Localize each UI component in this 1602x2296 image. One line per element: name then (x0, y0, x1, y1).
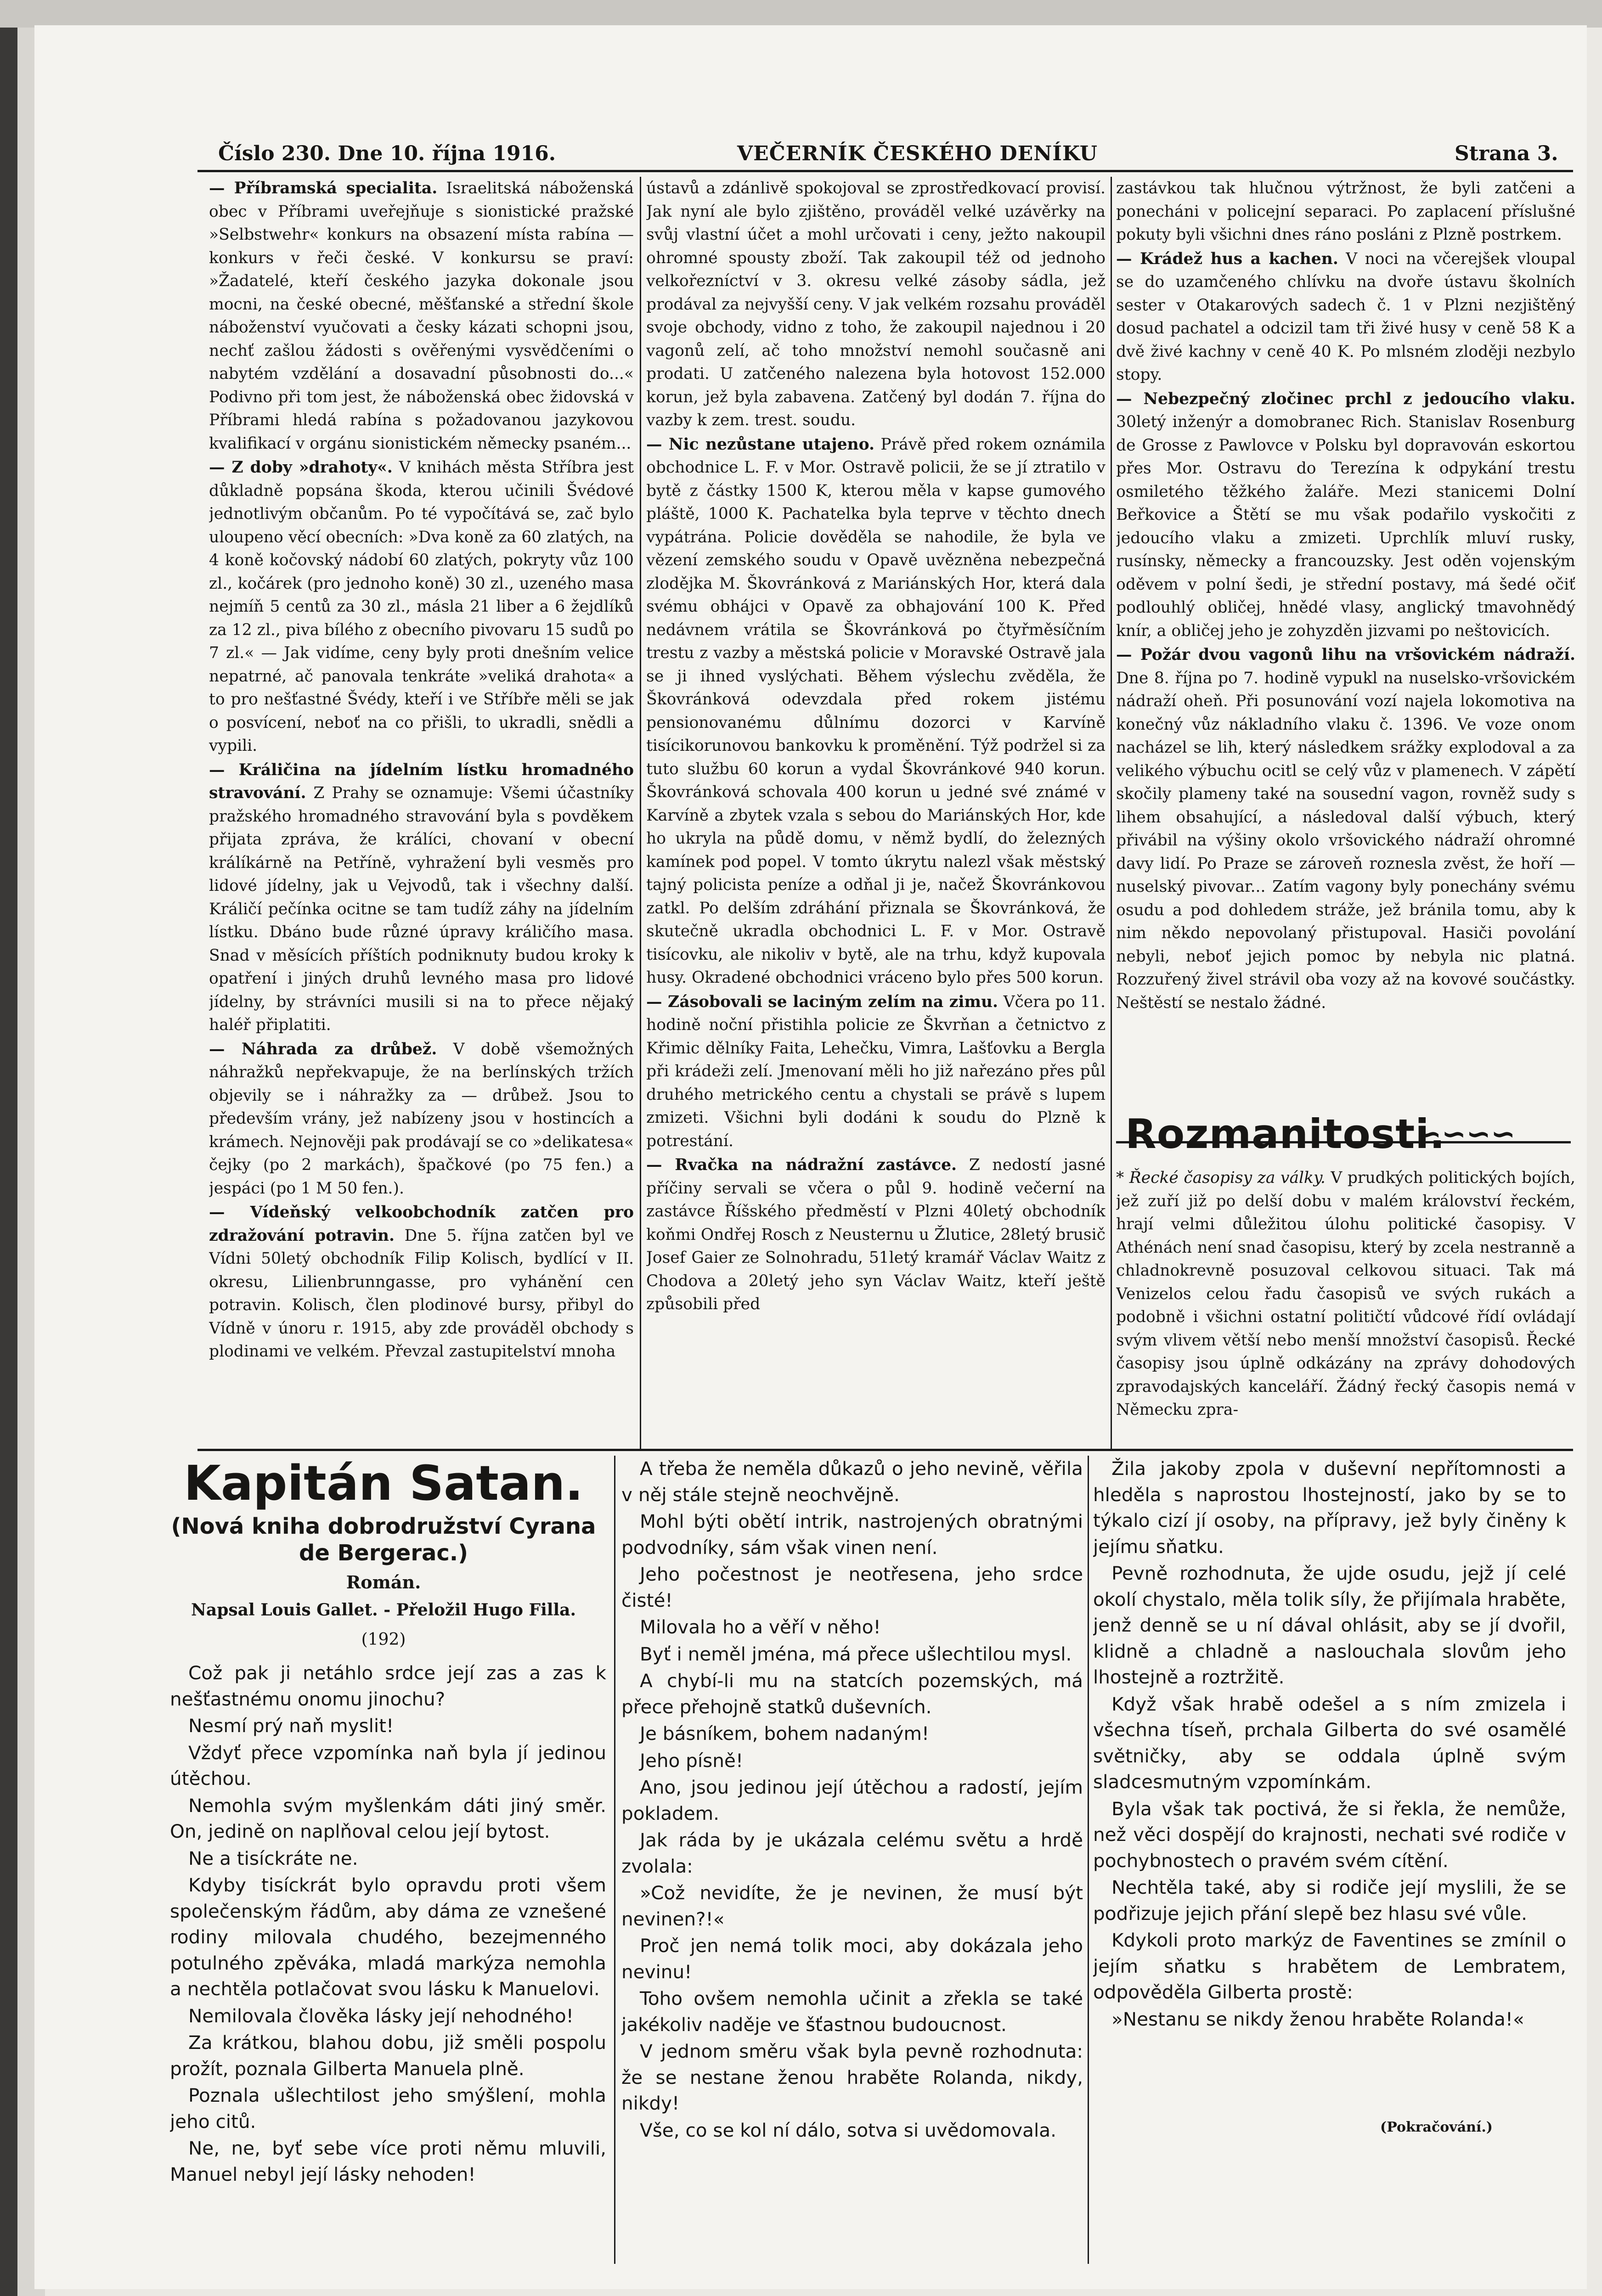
serial-paragraph: V jednom směru však byla pevně rozhodnuta: že se nestane ženou hraběte Rolanda, nikdy, nikdy! (621, 2040, 1083, 2114)
serial-subtitle: (Nová kniha dobrodružství Cyrana de Bergerac.) (171, 1514, 596, 1566)
serial-paragraph: Jeho písně! (640, 1749, 744, 1772)
serial-divider-1 (614, 1456, 615, 2264)
issue-date: Číslo 230. Dne 10. října 1916. (218, 142, 556, 165)
article-text: Včera po 11. hodině noční přistihla policie ze Škvrňan a četnictvo z Křimic dělníky Faita, Lehečku, Vimra, Lašťovku a Bergla při krádeži zelí. Jmenovaní měli ho již nařezáno přes půl druhého metrického centu a chystali se právě s lupem zmizeti. Všichni byli dodáni k soudu do Plzně k potrestání. (646, 992, 1106, 1150)
article (646, 990, 1106, 1153)
article (1116, 248, 1575, 387)
paper-title: VEČERNÍK ČESKÉHO DENÍKU (737, 142, 1098, 165)
serial-column-3 (1093, 1456, 1566, 2122)
serial-paragraph: Byla však tak poctivá, že si řekla, že nemůže, než věci dospějí do krajnosti, nechati své rodiče v pochybnostech o pravém svém cítění. (1093, 1797, 1566, 1872)
article-text: V noci na včerejšek vloupal se do uzamčeného chlívku na dvoře ústavu školních sester v Otakarových sadech č. 1 v Plzni nezjištěný dosud pachatel a odcizil tam tři živé husy v ceně 58 K a dvě živé kachny v ceně 40 K. Po mlsném zloději nezbylo stopy. (1116, 249, 1575, 384)
serial-author: Napsal Louis Gallet. - Přeložil Hugo Filla. (191, 1600, 576, 1620)
article-headline: — Z doby »drahoty«. (209, 458, 393, 477)
serial-paragraph: Vše, co se kol ní dálo, sotva si uvědomovala. (640, 2119, 1056, 2141)
serial-paragraph: Mohl býti obětí intrik, nastrojených obratnými podvodníky, sám však vinen není. (621, 1510, 1083, 1559)
serial-title: Kapitán Satan. (184, 1455, 583, 1511)
serial-paragraph: »Což nevidíte, že je nevinen, že musí být nevinen?!« (621, 1882, 1083, 1930)
serial-genre: Román. (346, 1572, 421, 1593)
rozmanitosti-heading: Rozmanitosti. (1125, 1110, 1445, 1158)
serial-paragraph: Poznala ušlechtilost jeho smýšlení, mohla jeho citů. (170, 2084, 606, 2133)
page-number: Strana 3. (1455, 142, 1558, 165)
article-text: 30letý inženýr a domobranec Rich. Stanislav Rosenburg de Grosse z Pawlovce v Polsku byl dopravován eskortou přes Mor. Ostravu do Terezína k odpykání trestu osmiletého těžkého žaláře. Mezi stanicemi Dolní Beřkovice a Štětí se mu však podařilo vyskočiti z jedoucího vlaku a zmizeti. Uprchlík mluví rusky, rusínsky, německy a francouzsky. Jest oděn vojenským oděvem v polní šedi, je střední postavy, má šedé očiť podlouhlý obličej, hnědé vlasy, anglický tmavohnědý knír, a obličej jeho je zohyzděn jizvami po neštovicích. (1116, 413, 1575, 640)
serial-paragraph: Za krátkou, blahou dobu, již směli pospolu prožít, poznala Gilberta Manuela plně. (170, 2032, 606, 2080)
serial-paragraph: Milovala ho a věří v něho! (640, 1616, 881, 1638)
serial-paragraph: »Nestanu se nikdy ženou hraběte Rolanda!« (1111, 2008, 1524, 2030)
serial-paragraph: Nechtěla také, aby si rodiče její myslili, že se podřizuje jejich přání slepě bez hlasu své vůle. (1093, 1876, 1566, 1925)
article (209, 759, 634, 1037)
serial-paragraph: A třeba že neměla důkazů o jeho nevině, věřila v něj stále stejně neochvějně. (621, 1458, 1083, 1506)
news-column-1 (209, 177, 634, 1444)
serial-paragraph: Kdykoli proto markýz de Faventines se zmínil o jejím sňatku s hrabětem de Lembratem, odpověděla Gilberta prostě: (1093, 1929, 1566, 2003)
article-text: Z nedostí jasné příčiny servali se včera o půl 9. hodině večerní na zastávce Říšského předměstí v Plzni 40letý obchodník koňmi Ondřej Rosch z Neusternu u Žlutice, 28letý brusič Josef Gaier ze Solnohradu, 51letý kramář Václav Waitz z Chodova a 20letý jeho syn Václav Waitz, kteří ještě způsobili před (646, 1156, 1106, 1313)
article-text: zastávkou tak hlučnou výtržnost, že byli zatčeni a ponecháni v policejní separaci. Po zaplacení příslušné pokuty byli všichni dnes ráno posláni z Plzně postrkem. (1116, 179, 1575, 244)
article (646, 1154, 1106, 1316)
serial-paragraph: Jak ráda by je ukázala celému světu a hrdě zvolala: (621, 1829, 1083, 1877)
article-text: V době všemožných náhražků nepřekvapuje, že na berlínských tržích objevily se i náhražky za — drůbež. Jsou to především vrány, jež nabízeny jsou v hostincích a krámech. Nejnověji pak prodávají se co »delikatesa« čejky (po 2 markách), špačkové (po 75 fen.) a jespáci (po 1 M 50 fen.). (209, 1040, 634, 1198)
serial-paragraph: Byť i neměl jména, má přece ušlechtilou mysl. (640, 1643, 1072, 1665)
news-column-2 (646, 177, 1106, 1444)
article-text: Dne 5. října zatčen byl ve Vídni 50letý obchodník Filip Kolisch, bydlící v II. okresu, Lilienbrunngasse, pro vyhánění cen potravin. Kolisch, člen plodinové bursy, přibyl do Vídně v únoru r. 1915, aby zde prováděl obchody s plodinami ve velkém. Převzal zastupitelství mnoha (209, 1226, 634, 1361)
serial-paragraph: Proč jen nemá tolik moci, aby dokázala jeho nevinu! (621, 1935, 1083, 1983)
article-headline: — Příbramská specialita. (209, 179, 438, 197)
article-text: Dne 8. října po 7. hodině vypukl na nuselsko-vršovickém nádraží oheň. Při posunování vozí najela lokomotiva na konečný vůz nákladního vlaku č. 1396. Ve voze onom nacházel se lih, který následkem srážky explodoval a za velikého výbuchu ocitl se celý vůz v plamenech. V zápětí skočily plameny také na sousední vagon, rovněž sudy s lihem obsahující, a následoval další výbuch, který přivábil na výšiny okolo vršovického nádraží ohromné davy lidí. Po Praze se zároveň roznesla zvěst, že hoří — nuselský pivovar... Zatím vagony byly ponechány svému osudu a pod dohledem stráže, jež bránila tomu, aby k nim někdo nepovolaný přistupoval. Hasiči povolání nebyli, neboť jejich pomoc by nebyla nic platná. Rozzuřený živel strávil oba vozy až na kovové součástky. Neštěstí se nestalo žádné. (1116, 669, 1575, 1012)
article-headline: — Vídeňský velkoobchodník zatčen pro zdražování potravin. (209, 1203, 634, 1245)
column-divider-1 (640, 177, 641, 1449)
serial-rule (197, 1449, 1573, 1451)
column-divider-2 (1111, 177, 1112, 1449)
serial-paragraph: Když však hrabě odešel a s ním zmizela i všechna tíseň, prchala Gilberta do své osamělé světničky, aby se oddala úplně svým sladcesmutným vzpomínkám. (1093, 1693, 1566, 1793)
article (1116, 643, 1575, 1014)
newspaper-page (34, 25, 1587, 2289)
ornament-wave: ∽∽∽∽ (1417, 1117, 1516, 1151)
article-text: Z Prahy se oznamuje: Všemi účastníky pražského hromadného stravování byla s povděkem přijata zpráva, že králíci, chovaní v obecní králíkárně na Petříně, vyhražení byli vesměs pro lidové jídelny, jak u Vejvodů, tak i všechny další. Králičí pečínka ocitne se tam tudíž záhy na jídelním lístku. Dbáno bude různé úpravy králičího masa. Snad v měsících příštích podniknuty budou kroky k opatření i jiných druhů levného masa pro lidové jídelny, by strávníci musili si na to přece nějaký haléř připlatiti. (209, 784, 634, 1034)
article-headline: — Nic nezůstane utajeno. (646, 435, 875, 454)
serial-paragraph: Ne a tisíckráte ne. (188, 1847, 358, 1869)
scan-binding-strip (0, 0, 17, 2296)
article-headline: — Nebezpečný zločinec prchl z jedoucího vlaku. (1116, 389, 1575, 408)
article-headline: — Rvačka na nádražní zastávce. (646, 1156, 957, 1174)
serial-paragraph: Ano, jsou jedinou její útěchou a radostí, jejím pokladem. (621, 1776, 1083, 1824)
header-rule (197, 170, 1573, 172)
article (1116, 388, 1575, 643)
serial-column-2 (621, 1456, 1083, 2264)
rozmanitosti-text: V prudkých politických bojích, jež zuří již po delší dobu v malém království řeckém, hrají velmi důležitou úlohu politické časopisy. V Athénách není snad časopisu, který by zcela nestranně a chladnokrevně posuzoval celkovou situaci. Tak má Venizelos celou řadu časopisů ve svých rukách a podobně i všichni ostatní političtí vůdcové řídí ovládají svým vlivem větší nebo menší množství časopisů. Řecké časopisy jsou úplně odkázány na zprávy dohodových zpravodajských kanceláří. Žádný řecký časopis nemá v Německu zpra- (1116, 1169, 1575, 1419)
article-text: Israelitská náboženská obec v Příbrami uveřejňuje s sionistické pražské »Selbstwehr« konkurs na obsazení místa rabína — konkurs v řeči české. V konkursu se praví: »Žadatelé, kteří českého jazyka dokonale jsou mocni, na české obecné, měšťanské a střední škole náboženství vyučovati a česky kázati schopni jsou, nechť zašlou žádosti s ověřenými vysvědčeními o nabytém vzdělání a dosavadní působnosti do...« Podivno při tom jest, že náboženská obec židovská v Příbrami hledá rabína s požadovanou jazykovou kvalifikací v orgánu sionistickém německy psaném... (209, 179, 634, 453)
article-headline: — Krádež hus a kachen. (1116, 249, 1338, 268)
serial-paragraph: Což pak ji netáhlo srdce její zas a zas k nešťastnému onomu jinochu? (170, 1662, 606, 1710)
serial-paragraph: Pevně rozhodnuta, že ujde osudu, jejž jí celé okolí chystalo, měla tolik síly, že přijímala hraběte, jenž denně se u ní dával ohlásit, aby se jí dvořil, klidně a chladně a naslouchala slovům jeho lhostejně a roztržitě. (1093, 1562, 1566, 1688)
serial-paragraph: Nemohla svým myšlenkám dáti jiný směr. On, jedině on naplňoval celou její bytost. (170, 1794, 606, 1842)
article-text: ústavů a zdánlivě spokojoval se zprostředkovací provisí. Jak nyní ale bylo zjištěno, prováděl velké uzávěrky na svůj vlastní účet a mohl určovati i ceny, ježto nakoupil ohromné spousty zboží. Tak zakoupil též od jednoho velkořezníctví v 3. okresu velké zásoby sádla, jež prodával za nejvyšší ceny. V jak velkém rozsahu prováděl svoje obchody, vidno z toho, že zakoupil najednou i 20 vagonů zelí, ač toho množství nemohl současně ani prodati. U zatčeného nalezena byla hotovost 152.000 korun, jež byla zabavena. Zatčený byl dodán 7. října do vazby k zem. trest. soudu. (646, 179, 1106, 429)
serial-divider-2 (1088, 1456, 1089, 2264)
serial-paragraph: Jeho počestnost je neotřesena, jeho srdce čisté! (621, 1563, 1083, 1611)
serial-paragraph: Kdyby tisíckrát bylo opravdu proti všem společenským řádům, aby dáma ze vznešené rodiny milovala chudého, bezejmenného potulného zpěváka, mladá markýza nemohla a nechtěla potlačovat svou lásku k Manuelovi. (170, 1874, 606, 2000)
article-text: V knihách města Stříbra jest důkladně popsána škoda, kterou učinili Švédové jednotlivým občanům. Po té vypočítává se, zač bylo uloupeno věcí obecních: »Dva koně za 60 zlatých, na 4 koně kočovský nádobí 60 zlatých, pokryty vůz 100 zl., kočárek (pro jednoho koně) 30 zl., uzeného masa nejmíň 5 centů za 30 zl., másla 21 liber a 6 žejdlíků za 12 zl., piva bílého z obecního pivovaru 15 sudů po 7 zl.« — Jak vidíme, ceny byly proti dnešním velice nepatrné, ač panovala tenkráte »veliká drahota« a to pro nešťastné Švédy, kteří i ve Stříbře měli se jak o posvícení, neboť na co přišli, to ukradli, snědli a vypili. (209, 458, 634, 755)
article (646, 433, 1106, 990)
serial-paragraph: Toho ovšem nemohla učinit a zřekla se také jakékoliv naděje ve šťastnou budoucnost. (621, 1987, 1083, 2036)
continued-note: (Pokračování.) (1380, 2119, 1493, 2135)
article (209, 456, 634, 758)
serial-installment: (192) (361, 1630, 406, 1649)
rozmanitosti-column (1116, 1166, 1575, 1444)
article-headline: — Náhrada za drůbež. (209, 1040, 437, 1058)
serial-paragraph: Ne, ne, byť sebe více proti němu mluvili, Manuel nebyl její lásky nehoden! (170, 2137, 606, 2185)
rozmanitosti-headline: * Řecké časopisy za války. (1116, 1169, 1326, 1187)
serial-paragraph: Nemilovala člověka lásky její nehodného! (188, 2004, 574, 2027)
article-headline: — Požár dvou vagonů lihu na vršovickém nádraží. (1116, 646, 1575, 664)
article-text: Právě před rokem oznámila obchodnice L. F. v Mor. Ostravě policii, že se jí ztratilo v bytě z částky 1500 K, kterou měla v kapse gumového pláště, 1000 K. Pachatelka byla teprve v těchto dnech vypátrána. Policie dověděla se nahodile, že byla ve vězení zemského soudu v Opavě uvězněna nebezpečná zlodějka M. Škovránková z Mariánských Hor, která dala svému obhájci v Opavě za obhajování 100 K. Před nedávnem vrátila se Škovránková po čtyřměsíčním trestu z vazby a městská policie v Moravské Ostravě jala se ji ihned vyslýchati. Během výslechu zvěděla, že Škovránková odevzdala před rokem jistému pensionovanému důlnímu dozorci v Karvíně tisícikorunovou bankovku k proměnění. Týž podržel si za tuto službu 60 korun a vydal Škovránkové 940 korun. Škovránková schovala 400 korun u jedné své známé v Karvíně a zbytek vzala s sebou do Mariánských Hor, kde ho ukryla na půdě domu, v němž bydlí, do železných kamínek pod popel. V tomto úkrytu nalezl však městský tajný policista peníze a odňal ji je, načež Škovránkovou zatkl. Po delším zdráhání přiznala se Škovránková, že skutečně ukradla obchodnici L. F. v Mor. Ostravě tisícovku, ale nikoliv v bytě, ale na trhu, když kupovala husy. Okradené obchodnici vráceno bylo přes 500 korun. (646, 435, 1106, 987)
article-headline: — Zásobovali se laciným zelím na zimu. (646, 992, 998, 1011)
serial-paragraph: Vždyť přece vzpomínka naň byla jí jedinou útěchou. (170, 1741, 606, 1790)
serial-paragraph: Žila jakoby zpola v duševní nepřítomnosti a hleděla s naprostou lhostejností, jako by se to týkalo cizí jí osoby, na přípravy, jež byly činěny k jejímu sňatku. (1093, 1458, 1566, 1558)
serial-paragraph: Je básníkem, bohem nadaným! (640, 1722, 930, 1745)
serial-paragraph: A chybí-li mu na statcích pozemských, má přece přehojně statků duševních. (621, 1670, 1083, 1718)
scan-top-shadow (0, 0, 1602, 28)
article-headline: — Králičina na jídelním lístku hromadného stravování. (209, 760, 634, 802)
news-column-3 (1116, 177, 1575, 1132)
article (209, 177, 634, 455)
serial-column-1 (170, 1660, 606, 2262)
article (646, 177, 1106, 432)
article (209, 1038, 634, 1200)
article (1116, 177, 1575, 247)
serial-paragraph: Nesmí prý naň myslit! (188, 1715, 394, 1737)
rozmanitosti-article (1116, 1166, 1575, 1422)
article (209, 1201, 634, 1363)
